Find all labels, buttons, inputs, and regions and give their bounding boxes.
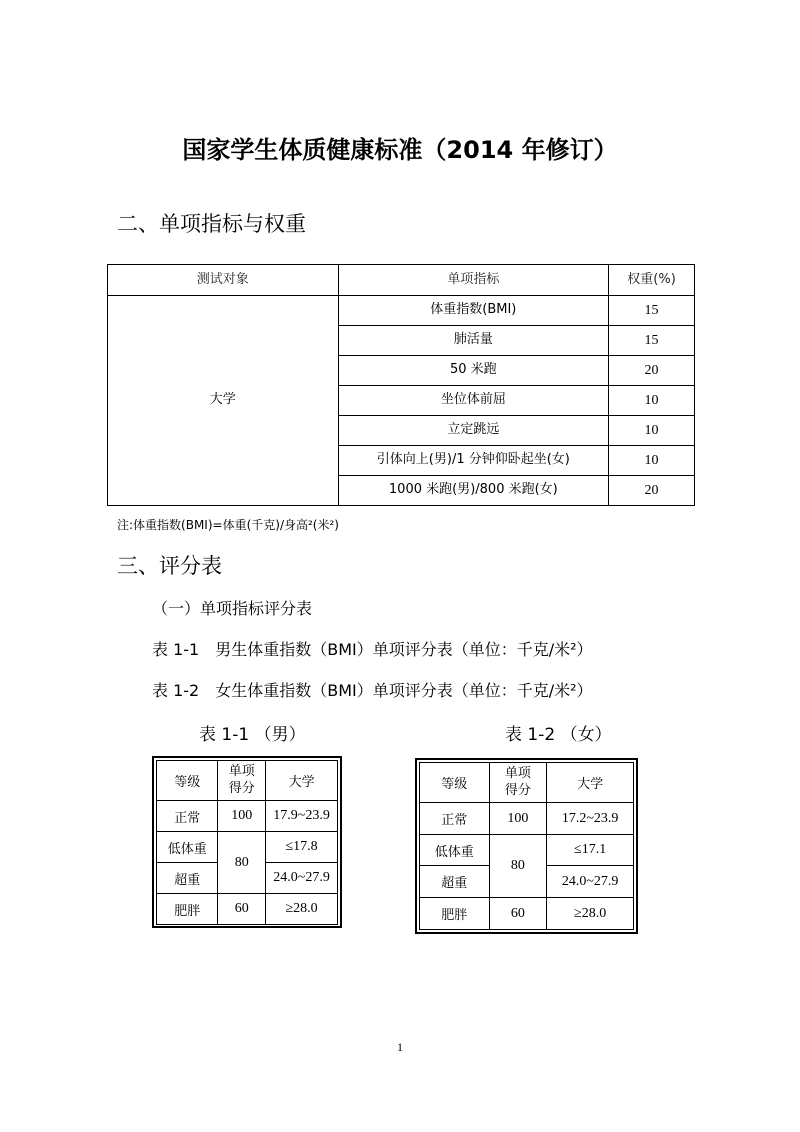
indicator-cell: 引体向上(男)/1 分钟仰卧起坐(女): [338, 446, 609, 476]
header-score-label: 单项得分: [228, 763, 255, 796]
weight-cell: 10: [609, 416, 695, 446]
score-cell: 100: [489, 803, 547, 835]
table-header-row: [157, 761, 338, 801]
grade-cell: 肥胖: [420, 898, 490, 930]
grade-cell: 正常: [157, 801, 218, 832]
header-university: 大学: [547, 763, 634, 803]
table-row: [157, 894, 338, 925]
grade-cell: 超重: [420, 866, 490, 898]
section2-heading: 二、单项指标与权重: [117, 212, 306, 236]
weight-cell: 20: [609, 356, 695, 386]
indicator-cell: 1000 米跑(男)/800 米跑(女): [338, 476, 609, 506]
header-university: 大学: [266, 761, 338, 801]
table-row: [420, 803, 634, 835]
header-grade: 等级: [157, 761, 218, 801]
weights-table-header: [108, 265, 695, 296]
caption-table-1-1: 表 1-1 男生体重指数（BMI）单项评分表（单位：千克/米²）: [152, 640, 593, 659]
header-score-label: 单项得分: [504, 765, 531, 798]
bmi-note: 注:体重指数(BMI)=体重(千克)/身高²(米²): [117, 518, 339, 532]
grade-cell: 肥胖: [157, 894, 218, 925]
section3-subheading: （一）单项指标评分表: [152, 599, 313, 618]
indicator-cell: 坐位体前屈: [338, 386, 609, 416]
range-cell: 17.2~23.9: [547, 803, 634, 835]
page-number: 1: [397, 1040, 403, 1054]
range-cell: 24.0~27.9: [547, 866, 634, 898]
weight-cell: 20: [609, 476, 695, 506]
score-cell: 60: [218, 894, 266, 925]
grade-cell: 超重: [157, 863, 218, 894]
table-row: [420, 898, 634, 930]
score-cell: 80: [218, 832, 266, 894]
female-bmi-table: [419, 762, 634, 930]
table-header-row: [420, 763, 634, 803]
male-table-label: 表 1-1 （男）: [199, 725, 306, 745]
table-row: [420, 835, 634, 866]
header-subject: 测试对象: [108, 265, 339, 296]
male-bmi-table: [156, 760, 338, 925]
score-cell: 100: [218, 801, 266, 832]
weight-cell: 15: [609, 326, 695, 356]
indicator-cell: 50 米跑: [338, 356, 609, 386]
range-cell: ≤17.1: [547, 835, 634, 866]
table-row: [157, 832, 338, 863]
page-title: 国家学生体质健康标准（2014 年修订）: [182, 136, 618, 164]
score-cell: 60: [489, 898, 547, 930]
range-cell: ≥28.0: [547, 898, 634, 930]
header-score: [218, 761, 266, 801]
weight-cell: 10: [609, 386, 695, 416]
range-cell: ≤17.8: [266, 832, 338, 863]
range-cell: ≥28.0: [266, 894, 338, 925]
grade-cell: 低体重: [157, 832, 218, 863]
score-cell: 80: [489, 835, 547, 898]
range-cell: 17.9~23.9: [266, 801, 338, 832]
header-score: [489, 763, 547, 803]
female-table-label: 表 1-2 （女）: [505, 725, 612, 745]
grade-cell: 正常: [420, 803, 490, 835]
weights-table: [107, 264, 695, 506]
weight-cell: 15: [609, 296, 695, 326]
indicator-cell: 体重指数(BMI): [338, 296, 609, 326]
header-indicator: 单项指标: [338, 265, 609, 296]
indicator-cell: 立定跳远: [338, 416, 609, 446]
range-cell: 24.0~27.9: [266, 863, 338, 894]
grade-cell: 低体重: [420, 835, 490, 866]
section3-heading: 三、评分表: [117, 554, 222, 578]
weight-cell: 10: [609, 446, 695, 476]
indicator-cell: 肺活量: [338, 326, 609, 356]
table-row: [157, 801, 338, 832]
caption-table-1-2: 表 1-2 女生体重指数（BMI）单项评分表（单位：千克/米²）: [152, 681, 593, 700]
header-weight: 权重(%): [609, 265, 695, 296]
header-grade: 等级: [420, 763, 490, 803]
table-row: [108, 296, 695, 326]
group-cell: 大学: [108, 296, 339, 506]
